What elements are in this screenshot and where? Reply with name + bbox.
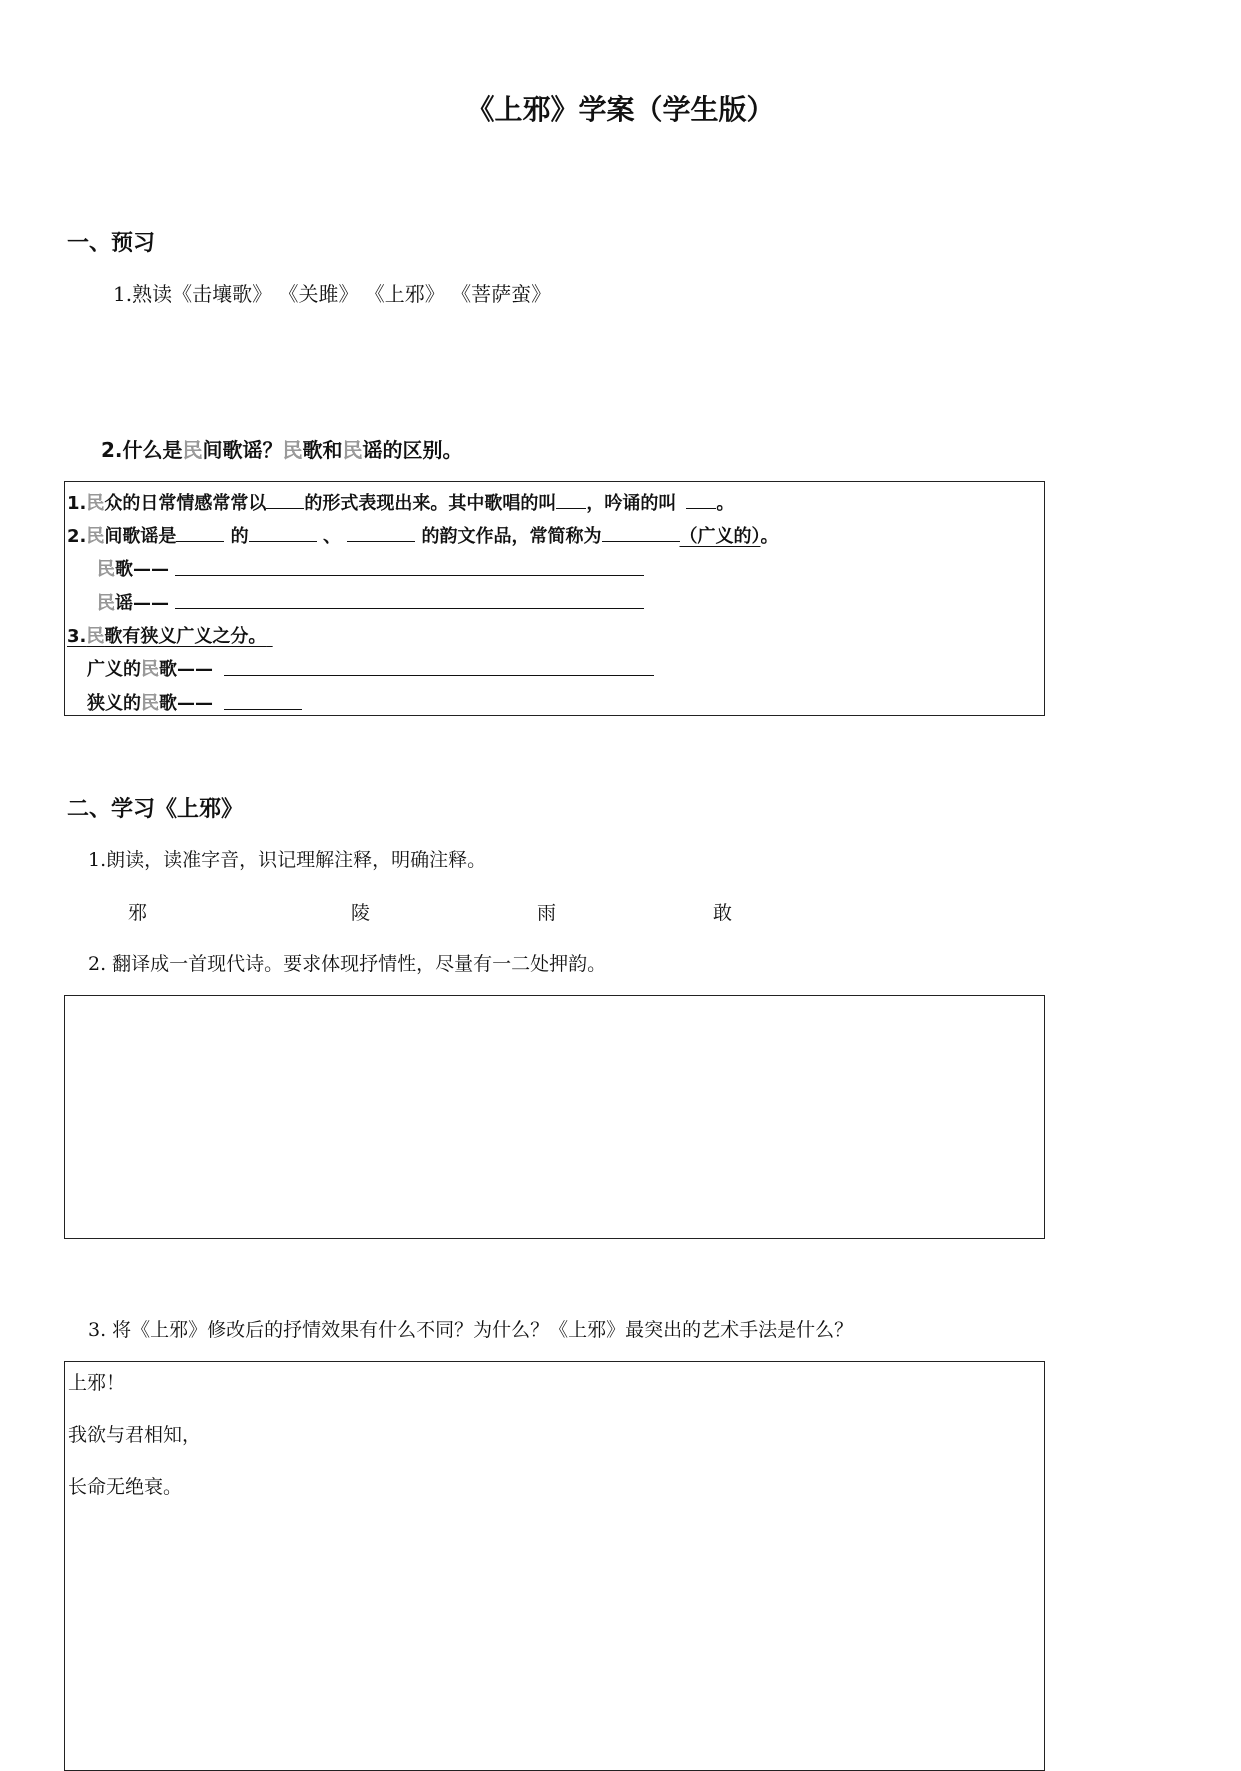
box-line-6: 广义的民歌——: [87, 659, 213, 680]
poem-line-1: 上邪！: [68, 1372, 126, 1394]
blank-2[interactable]: [556, 490, 586, 509]
question-2: 2. 翻译成一首现代诗。要求体现抒情性，尽量有一二处押韵。: [88, 953, 607, 975]
poem-box: [64, 1361, 1045, 1771]
reading-list: 1.熟读《击壤歌》 《关雎》 《上邪》 《菩萨蛮》: [113, 282, 552, 306]
poem-line-3: 长命无绝衰。: [68, 1476, 183, 1498]
char-xie: 邪: [128, 902, 148, 924]
blank-4[interactable]: [176, 523, 224, 542]
box-line-3: 民歌——: [97, 559, 169, 580]
blank-6[interactable]: [347, 523, 415, 542]
question-1: 1.朗读，读准字音，识记理解注释，明确注释。: [88, 849, 487, 871]
translation-answer-box[interactable]: [64, 995, 1045, 1239]
answer-line-minge[interactable]: [175, 575, 644, 576]
char-ling: 陵: [351, 902, 371, 924]
box-line-4: 民谣——: [97, 593, 169, 614]
blank-3[interactable]: [686, 490, 716, 509]
poem-line-2: 我欲与君相知，: [68, 1424, 202, 1446]
page-title: 《上邪》学案（学生版）: [466, 93, 775, 126]
answer-line-narrow[interactable]: [224, 709, 302, 710]
section-heading-preview: 一、预习: [67, 231, 156, 256]
section-heading-study: 二、学习《上邪》: [67, 797, 244, 822]
box-line-5: 3.民歌有狭义广义之分。: [67, 626, 267, 647]
box-line-1: 1.民众的日常情感常常以 的形式表现出来。其中歌唱的叫 ，吟诵的叫 。: [67, 489, 734, 515]
box-line-7: 狭义的民歌——: [87, 693, 213, 714]
question-3: 3. 将《上邪》修改后的抒情效果有什么不同？为什么？《上邪》最突出的艺术手法是什么？: [88, 1319, 854, 1341]
char-yu: 雨: [537, 902, 557, 924]
answer-line-minyao[interactable]: [175, 608, 644, 609]
blank-7[interactable]: [602, 523, 680, 542]
blank-1[interactable]: [266, 490, 304, 509]
blank-5[interactable]: [249, 523, 317, 542]
box-line-2: 2.民间歌谣是 的 、 的韵文作品，常简称为 （广义的）。: [67, 522, 779, 548]
question-folk-song: 2.什么是民间歌谣？民歌和民谣的区别。: [101, 438, 463, 462]
char-gan: 敢: [713, 902, 733, 924]
answer-line-broad[interactable]: [224, 675, 654, 676]
